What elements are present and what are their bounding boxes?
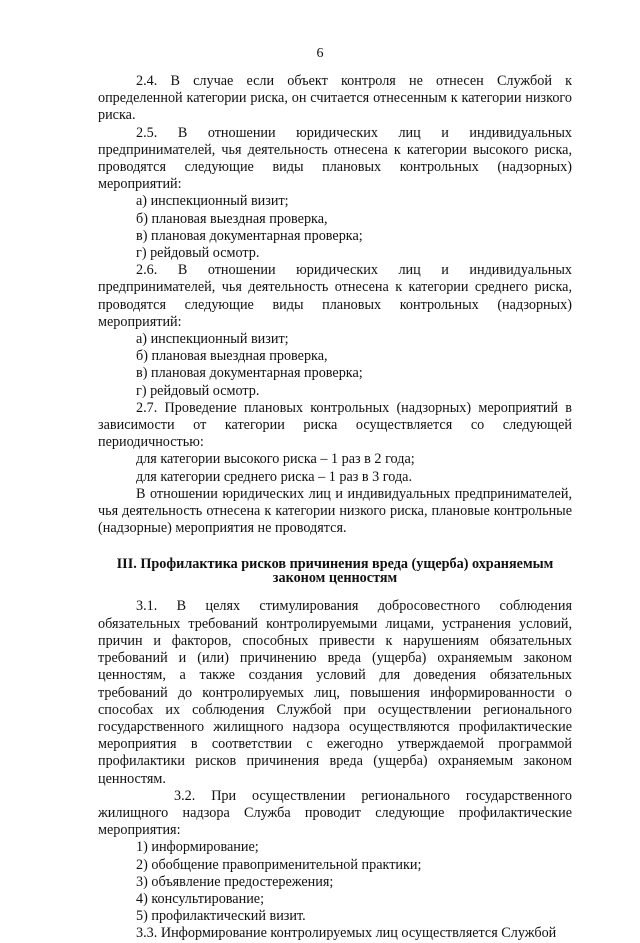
list-item: б) плановая выездная проверка,: [136, 210, 328, 227]
list-item: б) плановая выездная проверка,: [136, 348, 328, 365]
paragraph-low-risk: В отношении юридических лиц и индивидуальных предпринимателей, чья деятельность отнесена к категории низкого риска, плановые контрольные (надзорные) мероприятия не проводятся.: [98, 485, 572, 537]
paragraph-2-4: 2.4. В случае если объект контроля не отнесен Службой к определенной категории риска, он считается отнесенным к категории низкого риска.: [98, 73, 572, 124]
list-item: в) плановая документарная проверка;: [136, 227, 363, 244]
paragraph-3-1: 3.1. В целях стимулирования добросовестного соблюдения обязательных требований контролируемыми лицами, устранения условий, причин и факторов, способных привести к нарушениям обязательных требований и (или) причинению вреда (ущерба) охраняемым законом ценностям, а также создания условий для доведения обязательных требований до контролируемых лиц, повышения информированности о способах их соблюдения Службой при осуществлении регионального государственного жилищного надзора осуществляются профилактические мероприятия в соответствии с ежегодно утверждаемой программой профилактики рисков причинения вреда (ущерба) охраняемым законом ценностям.: [98, 598, 572, 787]
list-item: г) рейдовый осмотр.: [136, 245, 260, 262]
period-high-risk: для категории высокого риска – 1 раз в 2 года;: [136, 451, 415, 468]
list-item: 2) обобщение правоприменительной практики;: [136, 856, 422, 873]
paragraph-3-2: [98, 788, 572, 840]
period-medium-risk: для категории среднего риска – 1 раз в 3 года.: [136, 468, 413, 485]
section-3-heading-line1: III. Профилактика рисков причинения вреда (ущерба) охраняемым: [116, 556, 554, 573]
list-item: в) плановая документарная проверка;: [136, 365, 363, 382]
list-item: 3) объявление предостережения;: [136, 873, 334, 890]
list-item: а) инспекционный визит;: [136, 193, 289, 210]
list-item: 5) профилактический визит.: [136, 908, 306, 925]
list-item: а) инспекционный визит;: [136, 331, 289, 348]
paragraph-3-2-number: 3.2.: [174, 787, 196, 804]
list-item: г) рейдовый осмотр.: [136, 382, 260, 399]
paragraph-3-3: 3.3. Информирование контролируемых лиц осуществляется Службой: [136, 925, 557, 942]
paragraph-3-2-text: При осуществлении регионального государственного жилищного надзора Служба проводит следующие профилактические мероприятия:: [98, 787, 573, 839]
section-3-heading: [98, 557, 572, 585]
section-3-heading-line2: законом ценностям: [272, 570, 398, 587]
list-item: 1) информирование;: [136, 839, 259, 856]
page-number: 6: [316, 46, 324, 61]
paragraph-2-5: 2.5. В отношении юридических лиц и индивидуальных предпринимателей, чья деятельность отнесена к категории высокого риска, проводятся следующие виды плановых контрольных (надзорных) мероприятий:: [98, 124, 572, 193]
list-item: 4) консультирование;: [136, 890, 265, 907]
document-body: [98, 73, 572, 943]
paragraph-2-7: 2.7. Проведение плановых контрольных (надзорных) мероприятий в зависимости от категории риска осуществляется со следующей периодичностью:: [98, 399, 572, 451]
paragraph-2-6: 2.6. В отношении юридических лиц и индивидуальных предпринимателей, чья деятельность отнесена к категории среднего риска, проводятся следующие виды плановых контрольных (надзорных) мероприятий:: [98, 262, 572, 330]
